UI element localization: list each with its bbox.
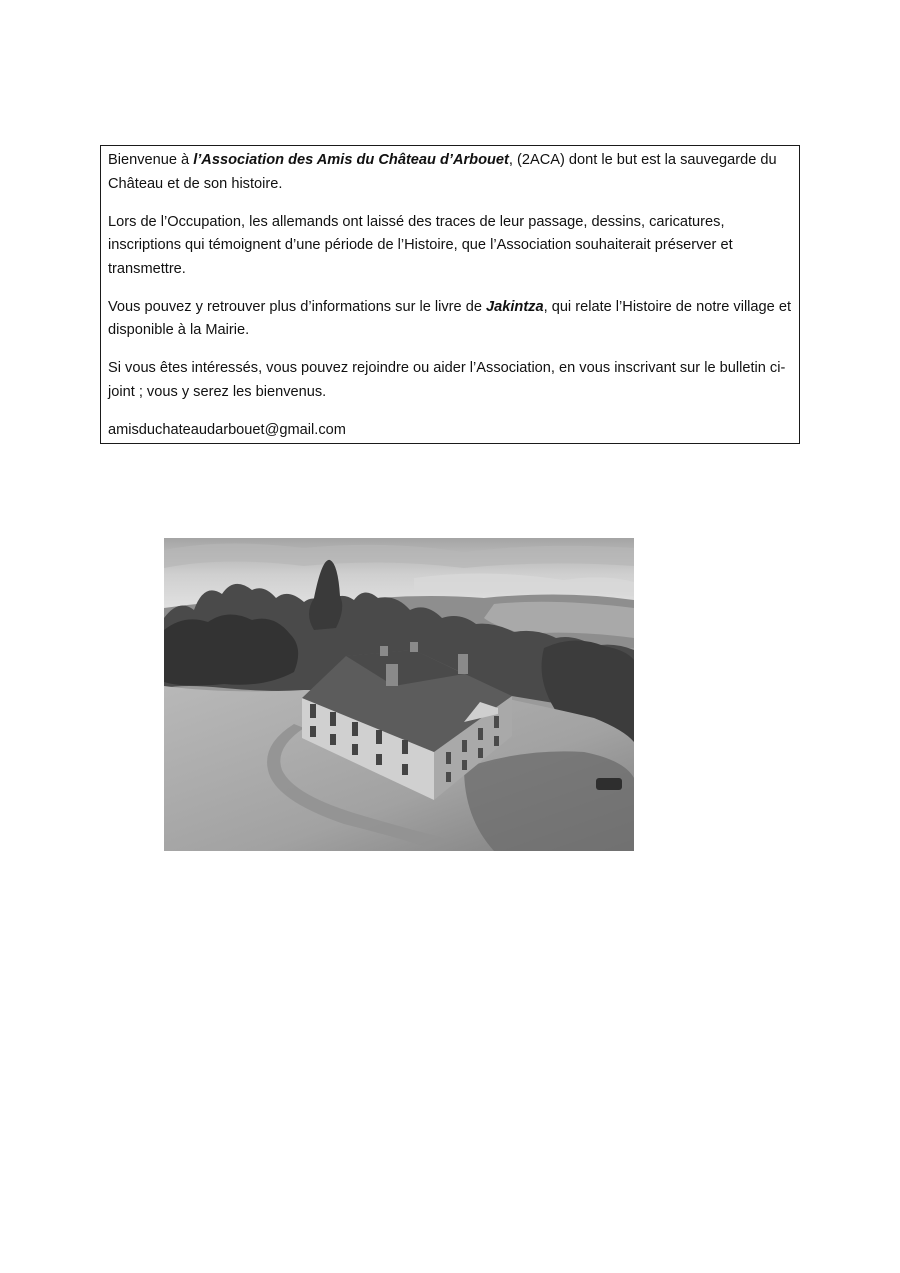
window bbox=[478, 728, 483, 740]
parked-car bbox=[596, 778, 622, 790]
book-text-end: , qui relate l’Histoire de notre village et disponible à la Mairie. bbox=[108, 298, 792, 338]
window bbox=[462, 740, 467, 752]
window bbox=[402, 740, 408, 754]
book-title: Jakintza bbox=[486, 298, 544, 315]
welcome-text-start: Bienvenue à bbox=[108, 152, 194, 168]
chimney bbox=[380, 646, 388, 656]
tree-clump bbox=[164, 614, 298, 685]
window bbox=[446, 772, 451, 782]
window bbox=[478, 748, 483, 758]
window bbox=[376, 754, 382, 765]
welcome-text-end: , (2ACA) dont le but est la sauvegarde du Château et de son histoire. bbox=[108, 152, 777, 192]
window bbox=[310, 704, 316, 718]
contact-email[interactable]: amisduchateaudarbouet@gmail.com bbox=[108, 421, 346, 438]
window bbox=[352, 744, 358, 755]
window bbox=[352, 722, 358, 736]
window bbox=[494, 716, 499, 728]
chateau-photo bbox=[164, 538, 634, 851]
window bbox=[330, 734, 336, 745]
book-paragraph bbox=[108, 296, 792, 343]
window bbox=[446, 752, 451, 764]
window bbox=[376, 730, 382, 744]
chimney bbox=[386, 664, 398, 686]
occupation-paragraph: Lors de l’Occupation, les allemands ont laissé des traces de leur passage, dessins, caricatures, inscriptions qui témoignent d’une période de l’Histoire, que l’Association souhaiterait préserver et transmettre. bbox=[108, 213, 733, 277]
window bbox=[330, 712, 336, 726]
association-intro-box bbox=[100, 145, 800, 444]
chimney bbox=[410, 642, 418, 652]
association-name: l’Association des Amis du Château d’Arbouet bbox=[193, 152, 509, 168]
join-paragraph: Si vous êtes intéressés, vous pouvez rejoindre ou aider l’Association, en vous inscrivant sur le bulletin ci- joint ; vous y serez les bienvenus. bbox=[108, 360, 786, 400]
window bbox=[310, 726, 316, 737]
window bbox=[402, 764, 408, 775]
book-text-start: Vous pouvez y retrouver plus d’informations sur le livre de bbox=[108, 298, 486, 315]
welcome-paragraph bbox=[108, 149, 792, 196]
chimney bbox=[458, 654, 468, 674]
lawn-shadow bbox=[464, 751, 634, 851]
window bbox=[462, 760, 467, 770]
window bbox=[494, 736, 499, 746]
